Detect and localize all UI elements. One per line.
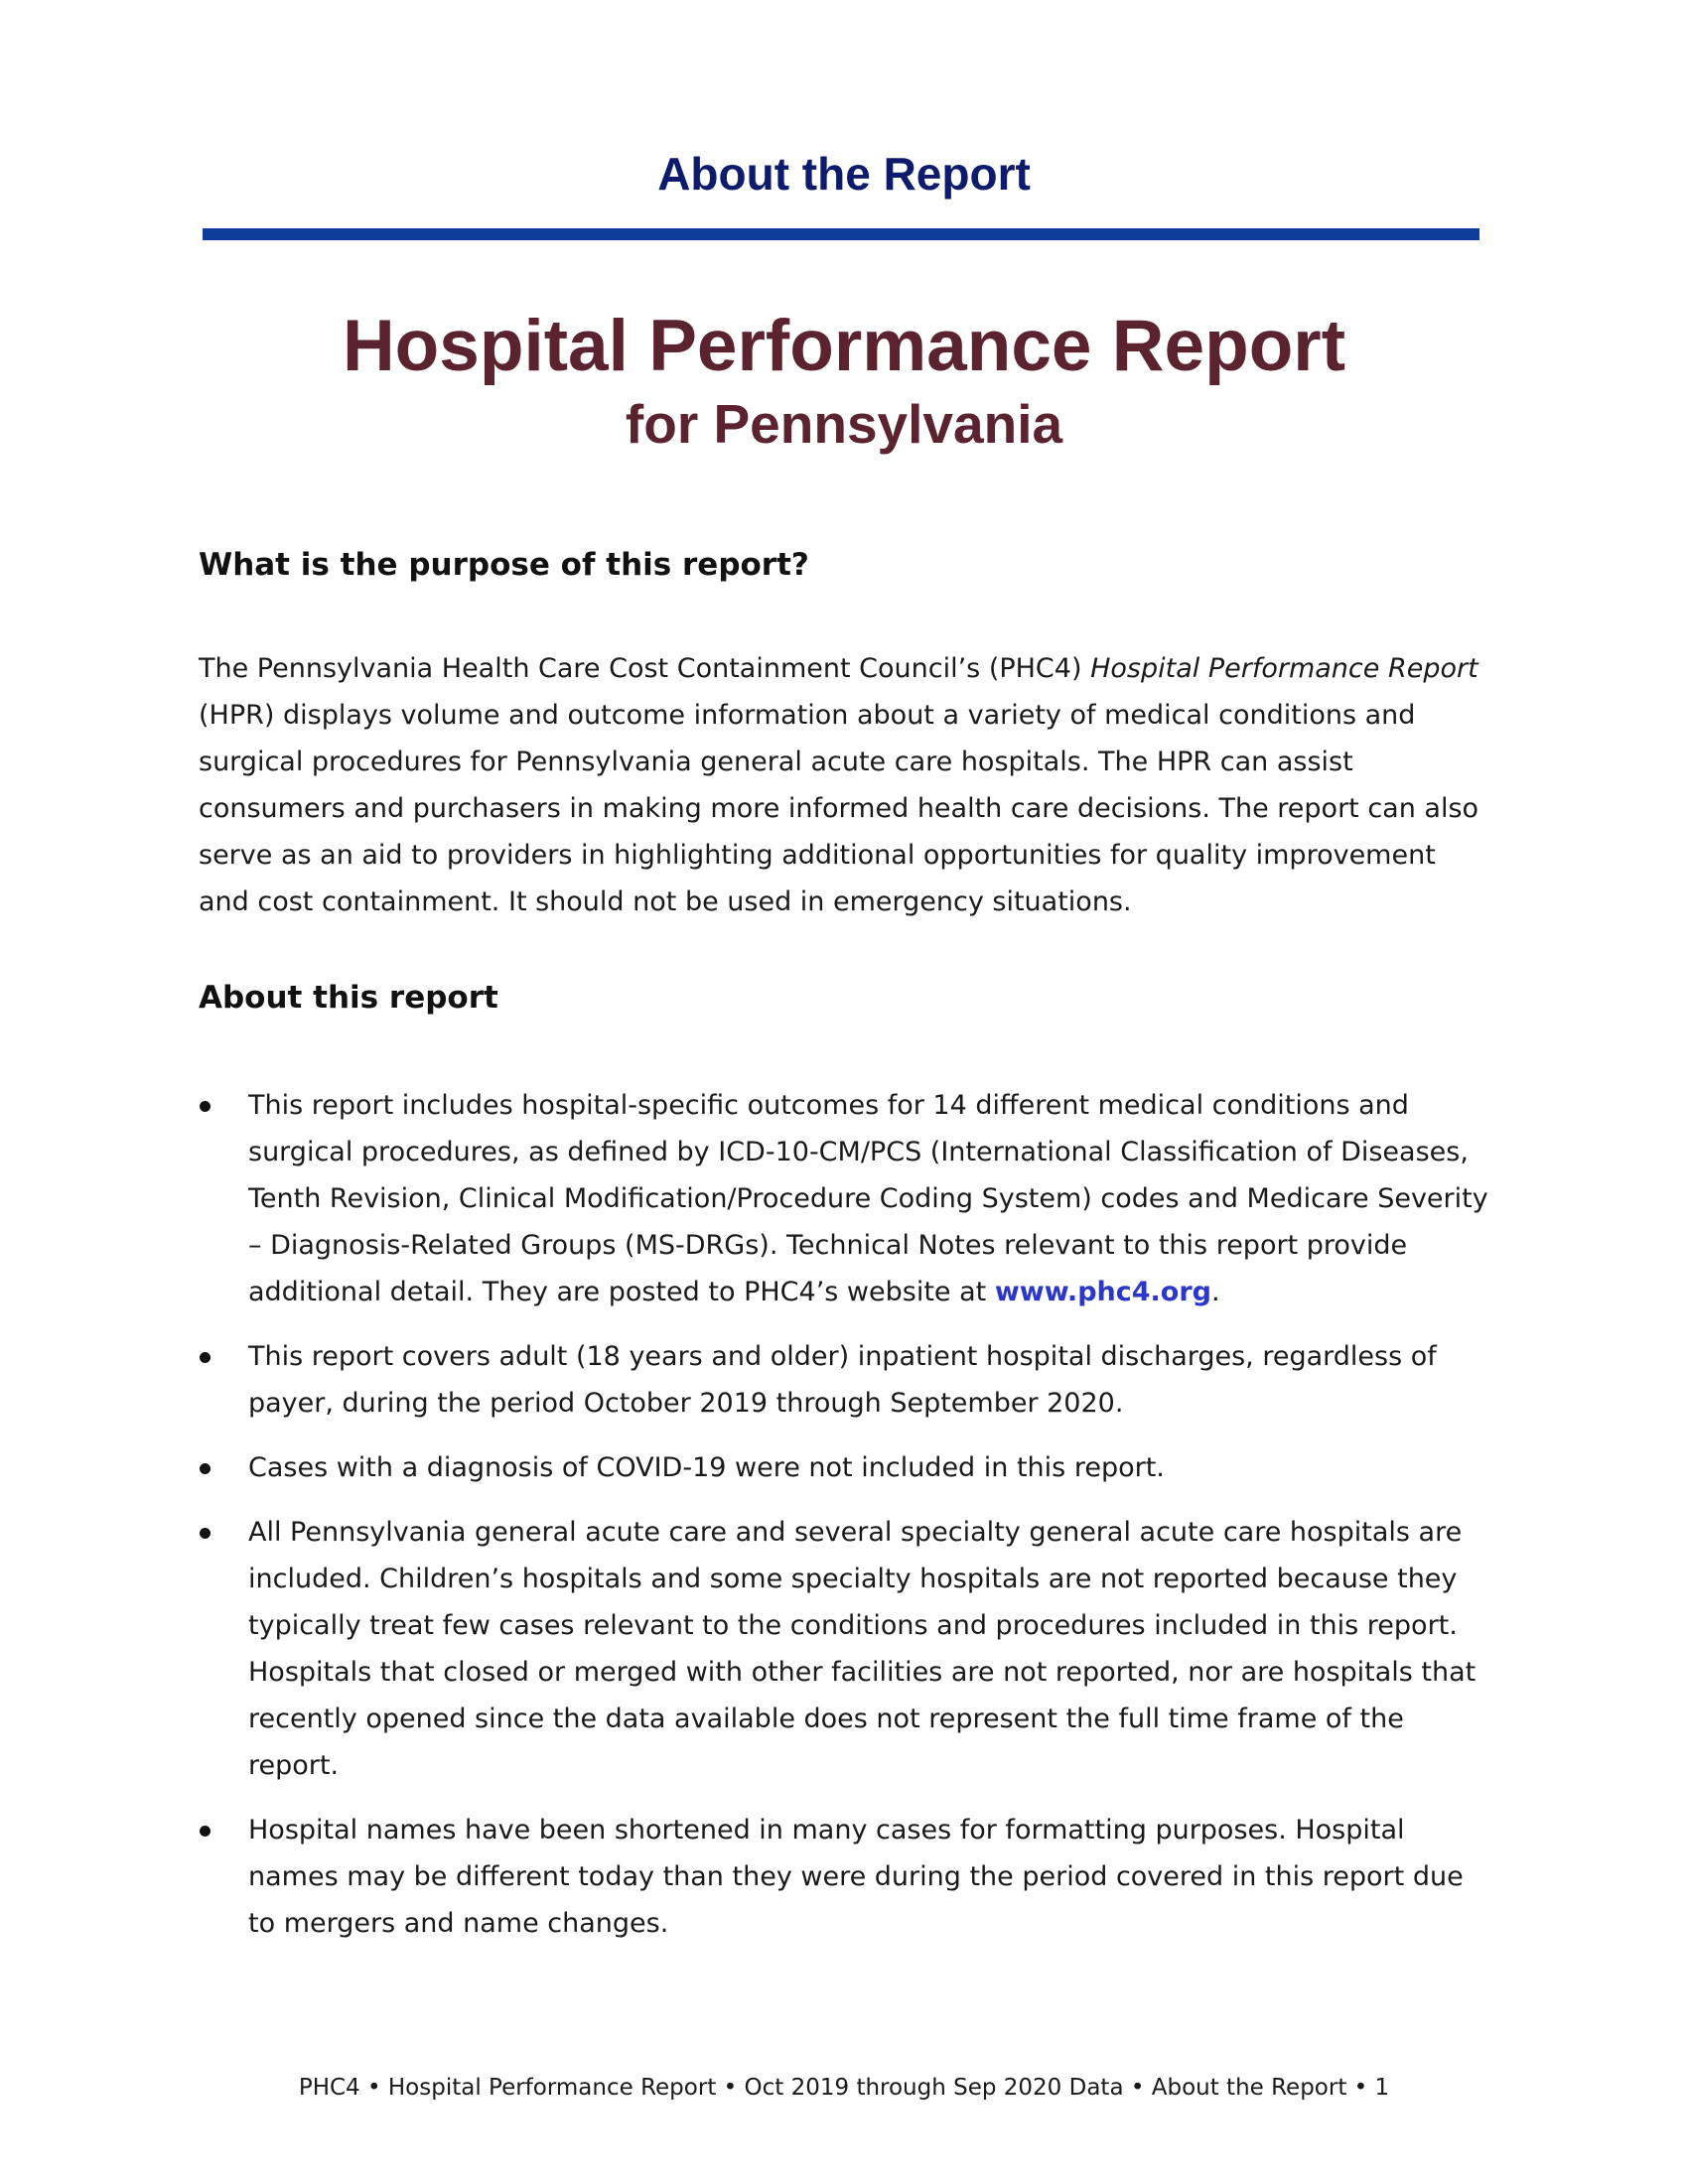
bullet-text: Hospital names have been shortened in many cases for formatting purposes. Hospital names may be different today than they were during the period covered in this report due to mergers and name changes.	[248, 1815, 1464, 1939]
bullet-text-end: .	[1210, 1277, 1220, 1307]
bullet-text: This report includes hospital-specific outcomes for 14 different medical conditions and surgical procedures, as defined by ICD-10-CM/PCS (International Classification of Diseases, Tenth Revision, Clinical Modification/Procedure Coding System) codes and Medicare Severity – Diagnosis-Related Groups (MS-DRGs). Technical Notes relevant to this report provide additional detail. They are posted to PHC4’s website at	[248, 1090, 1488, 1307]
about-heading: About this report	[199, 980, 498, 1016]
bullet-text: This report covers adult (18 years and older) inpatient hospital discharges, regardless of payer, during the period October 2019 through September 2020.	[248, 1341, 1437, 1419]
purpose-paragraph	[199, 645, 1489, 925]
purpose-text-end: (HPR) displays volume and outcome information about a variety of medical conditions and surgical procedures for Pennsylvania general acute care hospitals. The HPR can assist consumers and purchasers in making more informed health care decisions. The report can also serve as an aid to providers in highlighting additional opportunities for quality improvement and cost containment. It should not be used in emergency situations.	[199, 700, 1479, 917]
title-divider	[203, 228, 1479, 240]
bullet-icon	[200, 1101, 211, 1112]
bullet-icon	[200, 1463, 211, 1474]
list-item	[199, 1444, 1489, 1491]
sub-title: for Pennsylvania	[625, 393, 1063, 455]
about-bullet-list	[199, 1082, 1489, 1965]
bullet-text: All Pennsylvania general acute care and several specialty general acute care hospitals are included. Children’s hospitals and some specialty hospitals are not reported because they typically treat few cases relevant to the conditions and procedures included in this report. Hospitals that closed or merged with other facilities are not reported, nor are hospitals that recently opened since the data available does not represent the full time frame of the report.	[248, 1517, 1477, 1781]
page-footer: PHC4 • Hospital Performance Report • Oct 2019 through Sep 2020 Data • About the Report • 1	[298, 2075, 1390, 2101]
report-name-italic: Hospital Performance Report	[1090, 653, 1478, 684]
bullet-icon	[200, 1826, 211, 1837]
list-item	[199, 1333, 1489, 1427]
bullet-icon	[200, 1352, 211, 1363]
list-item	[199, 1509, 1489, 1789]
bullet-icon	[200, 1528, 211, 1539]
purpose-heading: What is the purpose of this report?	[199, 547, 809, 583]
main-title: Hospital Performance Report	[342, 306, 1346, 386]
list-item	[199, 1082, 1489, 1315]
section-title: About the Report	[657, 148, 1031, 200]
purpose-text-start: The Pennsylvania Health Care Cost Containment Council’s (PHC4)	[199, 653, 1091, 684]
list-item	[199, 1807, 1489, 1947]
phc4-website-link[interactable]: www.phc4.org	[994, 1277, 1211, 1307]
bullet-text: Cases with a diagnosis of COVID-19 were not included in this report.	[248, 1452, 1165, 1483]
